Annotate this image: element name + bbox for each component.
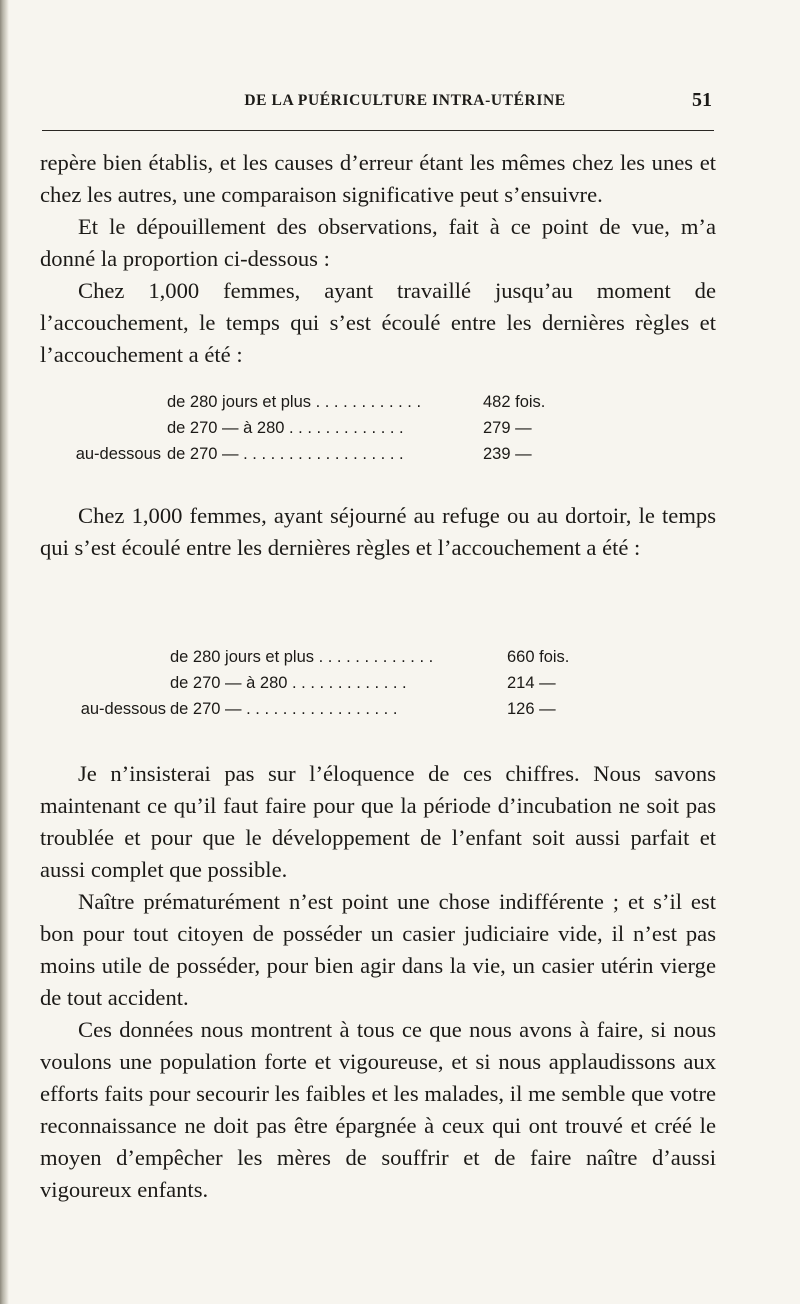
header-rule <box>42 130 714 131</box>
running-header <box>0 89 800 118</box>
row-prefix: au-dessous <box>80 700 166 718</box>
row-prefix: au-dessous <box>75 445 161 463</box>
table-row <box>40 696 716 722</box>
row-value: 279 — <box>483 419 532 437</box>
text-block-2 <box>40 500 716 564</box>
row-label: de 270 — . . . . . . . . . . . . . . . . . . <box>167 445 404 463</box>
row-label: de 270 — . . . . . . . . . . . . . . . . . <box>170 700 398 718</box>
row-value: 126 — <box>507 700 556 718</box>
row-label: de 270 — à 280 . . . . . . . . . . . . . <box>170 674 407 692</box>
paragraph: Naître prématurément n’est point une chose indifférente ; et s’il est bon pour tout citoyen de posséder un casier judiciaire vide, il n’est pas moins utile de posséder, pour bien agir dans la vie, un casier utérin vierge de tout accident. <box>40 889 716 1010</box>
paragraph: Chez 1,000 femmes, ayant travaillé jusqu’au moment de l’accouchement, le temps qui s’est écoulé entre les dernières règles et l’accouchement a été : <box>40 278 716 367</box>
statistics-table-1 <box>40 389 716 467</box>
table-row <box>40 415 716 441</box>
paragraph: Et le dépouillement des observations, fait à ce point de vue, m’a donné la proportion ci-dessous : <box>40 214 716 271</box>
table-row <box>40 389 716 415</box>
paragraph: Je n’insisterai pas sur l’éloquence de ces chiffres. Nous savons maintenant ce qu’il faut faire pour que la période d’incubation ne soit pas troublée et pour que le développement de l’enfant soit aussi parfait et aussi complet que possible. <box>40 761 716 882</box>
text-block-1 <box>40 147 716 371</box>
row-value: 214 — <box>507 674 556 692</box>
statistics-table-2 <box>40 644 716 722</box>
text-block-3 <box>40 758 716 1206</box>
row-value: 482 fois. <box>483 393 546 411</box>
row-label: de 280 jours et plus . . . . . . . . . . . . <box>167 393 422 411</box>
table-row <box>40 670 716 696</box>
paragraph: repère bien établis, et les causes d’erreur étant les mêmes chez les unes et chez les autres, une comparaison significative peut s’ensuivre. <box>40 150 716 207</box>
row-value: 239 — <box>483 445 532 463</box>
row-label: de 280 jours et plus . . . . . . . . . . . . . <box>170 648 434 666</box>
row-label: de 270 — à 280 . . . . . . . . . . . . . <box>167 419 404 437</box>
table-row <box>40 644 716 670</box>
page-binding-edge <box>0 0 9 1304</box>
table-row <box>40 441 716 467</box>
paragraph: Ces données nous montrent à tous ce que nous avons à faire, si nous voulons une population forte et vigoureuse, et si nous applaudissons aux efforts faits pour secourir les faibles et les malades, il me semble que votre reconnaissance ne doit pas être épargnée à ceux qui ont trouvé et créé le moyen d’empêcher les mères de souffrir et de faire naître d’aussi vigoureux enfants. <box>40 1017 716 1202</box>
page-number: 51 <box>692 89 712 111</box>
row-value: 660 fois. <box>507 648 570 666</box>
running-title: DE LA PUÉRICULTURE INTRA-UTÉRINE <box>244 92 566 109</box>
paragraph: Chez 1,000 femmes, ayant séjourné au refuge ou au dortoir, le temps qui s’est écoulé entre les dernières règles et l’accouchement a été : <box>40 503 716 560</box>
